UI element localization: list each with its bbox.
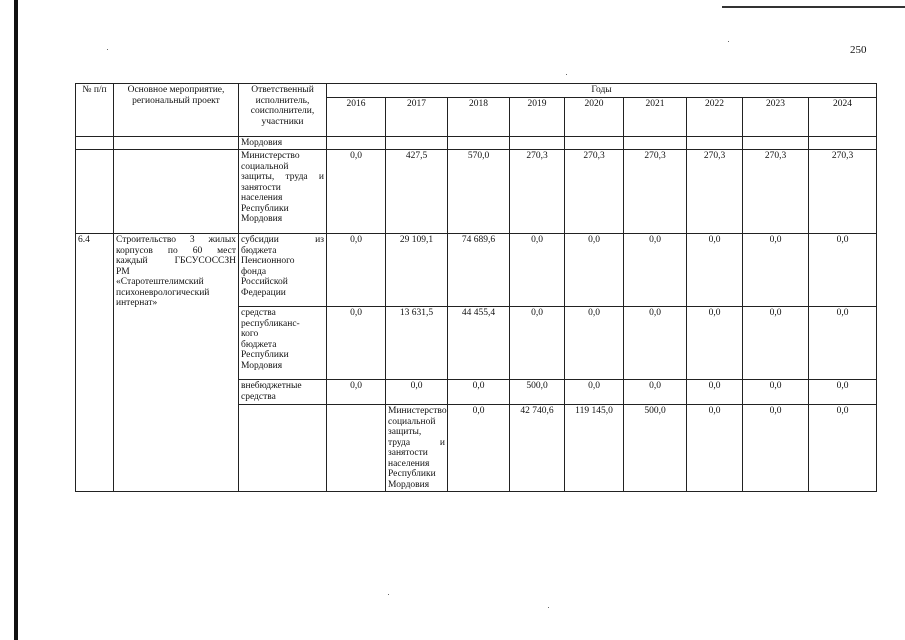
header-num: № п/п <box>76 84 114 137</box>
event-line: РМ <box>116 266 130 277</box>
executor-line: фонда <box>241 266 267 277</box>
cell-empty <box>76 150 114 234</box>
event-line: психоневрологический <box>116 287 210 298</box>
cell-value: 0,0 <box>743 380 809 405</box>
cell-executor: Мордовия <box>239 136 327 150</box>
page-number: 250 <box>850 44 867 56</box>
cell-value: 0,0 <box>809 234 877 307</box>
scan-speck <box>107 49 108 50</box>
header-year: 2024 <box>809 97 877 136</box>
header-year: 2017 <box>386 97 448 136</box>
header-years-group: Годы <box>327 84 877 98</box>
cell-value: 0,0 <box>743 234 809 307</box>
cell-value: 0,0 <box>448 405 510 492</box>
header-year: 2023 <box>743 97 809 136</box>
executor-line: защиты, труда и <box>241 172 324 182</box>
table-row-ministry-total-prev <box>76 150 877 234</box>
cell-executor <box>239 380 327 405</box>
cell-value: 0,0 <box>565 307 624 380</box>
executor-line: субсидии из <box>241 235 324 245</box>
executor-line: Республики <box>388 469 436 479</box>
executor-line: внебюджетные <box>241 381 302 391</box>
cell-value: 44 455,4 <box>448 307 510 380</box>
cell-value: 0,0 <box>624 234 687 307</box>
cell-value: 0,0 <box>565 380 624 405</box>
cell-value: 0,0 <box>687 405 743 492</box>
executor-line: средства <box>241 308 276 318</box>
scan-speck <box>728 41 729 42</box>
table-row-6-4-pension-fund <box>76 234 877 307</box>
cell-executor <box>239 234 327 307</box>
executor-line: кого <box>241 329 259 339</box>
cell-empty <box>565 136 624 150</box>
cell-empty <box>114 136 239 150</box>
cell-value: 0,0 <box>809 307 877 380</box>
executor-line: населения <box>388 458 430 469</box>
cell-value: 0,0 <box>327 150 386 234</box>
cell-value: 570,0 <box>448 150 510 234</box>
cell-value: 0,0 <box>743 405 809 492</box>
executor-line: бюджета <box>241 245 277 256</box>
scan-speck <box>388 594 389 595</box>
header-year: 2019 <box>510 97 565 136</box>
executor-line: населения <box>241 193 283 203</box>
cell-executor <box>386 405 448 492</box>
event-line: «Старотештелимский <box>116 277 204 287</box>
executor-line: занятости <box>241 182 281 193</box>
header-year: 2020 <box>565 97 624 136</box>
executor-line: занятости <box>388 448 428 458</box>
cell-value: 13 631,5 <box>386 307 448 380</box>
cell-empty <box>239 405 327 492</box>
executor-line: социальной <box>241 161 289 172</box>
cell-value: 427,5 <box>386 150 448 234</box>
cell-empty <box>114 150 239 234</box>
cell-event-name <box>114 234 239 492</box>
executor-line: Мордовия <box>241 214 283 224</box>
executor-line: защиты, труда и <box>388 427 445 448</box>
executor-line: республиканс- <box>241 318 300 329</box>
header-year: 2016 <box>327 97 386 136</box>
cell-value: 270,3 <box>687 150 743 234</box>
executor-line: Министерство <box>241 151 300 161</box>
header-year: 2021 <box>624 97 687 136</box>
executor-line: Министерство <box>388 406 447 416</box>
cell-value: 270,3 <box>743 150 809 234</box>
header-year: 2018 <box>448 97 510 136</box>
cell-item-number: 6.4 <box>76 234 114 492</box>
executor-line: социальной <box>388 416 436 427</box>
cell-value: 29 109,1 <box>386 234 448 307</box>
executor-line: Федерации <box>241 287 286 298</box>
cell-value: 0,0 <box>687 380 743 405</box>
executor-line: Республики <box>241 350 289 360</box>
table-row-continuation <box>76 136 877 150</box>
cell-value: 0,0 <box>624 307 687 380</box>
cell-value: 270,3 <box>565 150 624 234</box>
executor-line: Мордовия <box>241 360 283 371</box>
cell-value: 0,0 <box>687 307 743 380</box>
cell-executor <box>239 150 327 234</box>
event-line: Строительство 3 жилых <box>116 235 236 245</box>
funding-table <box>75 83 877 492</box>
cell-empty <box>327 405 386 492</box>
cell-value: 0,0 <box>565 234 624 307</box>
cell-value: 0,0 <box>327 234 386 307</box>
cell-executor <box>239 307 327 380</box>
cell-empty <box>386 136 448 150</box>
cell-empty <box>687 136 743 150</box>
cell-value: 0,0 <box>809 405 877 492</box>
cell-value: 0,0 <box>386 380 448 405</box>
cell-value: 0,0 <box>510 307 565 380</box>
cell-empty <box>327 136 386 150</box>
cell-value: 0,0 <box>743 307 809 380</box>
cell-value: 270,3 <box>809 150 877 234</box>
cell-value: 0,0 <box>510 234 565 307</box>
event-line: каждый ГБСУСОССЗН <box>116 256 236 266</box>
cell-value: 0,0 <box>624 380 687 405</box>
header-event: Основное мероприятие, региональный проект <box>114 84 239 137</box>
cell-value: 0,0 <box>809 380 877 405</box>
scan-edge-bar <box>14 0 18 640</box>
header-row-top <box>76 84 877 98</box>
header-executor: Ответственный исполнитель, соисполнители, участники <box>239 84 327 137</box>
cell-empty <box>448 136 510 150</box>
cell-empty <box>510 136 565 150</box>
cell-value: 74 689,6 <box>448 234 510 307</box>
executor-line: Республики <box>241 203 289 214</box>
cell-value: 270,3 <box>510 150 565 234</box>
cell-empty <box>76 136 114 150</box>
executor-line: средства <box>241 391 276 402</box>
header-year: 2022 <box>687 97 743 136</box>
cell-value: 500,0 <box>510 380 565 405</box>
cell-value: 0,0 <box>327 380 386 405</box>
cell-empty <box>624 136 687 150</box>
scan-speck <box>548 607 549 608</box>
scan-speck <box>566 74 567 75</box>
cell-value: 42 740,6 <box>510 405 565 492</box>
event-line: корпусов по 60 мест <box>116 245 236 256</box>
executor-line: Пенсионного <box>241 256 295 266</box>
executor-line: Российской <box>241 277 288 287</box>
cell-value: 270,3 <box>624 150 687 234</box>
cell-value: 0,0 <box>687 234 743 307</box>
cell-value: 119 145,0 <box>565 405 624 492</box>
executor-line: бюджета <box>241 339 277 350</box>
cell-value: 0,0 <box>327 307 386 380</box>
cell-value: 0,0 <box>448 380 510 405</box>
cell-empty <box>809 136 877 150</box>
cell-empty <box>743 136 809 150</box>
event-line: интернат» <box>116 298 158 308</box>
scan-top-rule <box>722 6 905 8</box>
cell-value: 500,0 <box>624 405 687 492</box>
executor-line: Мордовия <box>388 479 430 490</box>
